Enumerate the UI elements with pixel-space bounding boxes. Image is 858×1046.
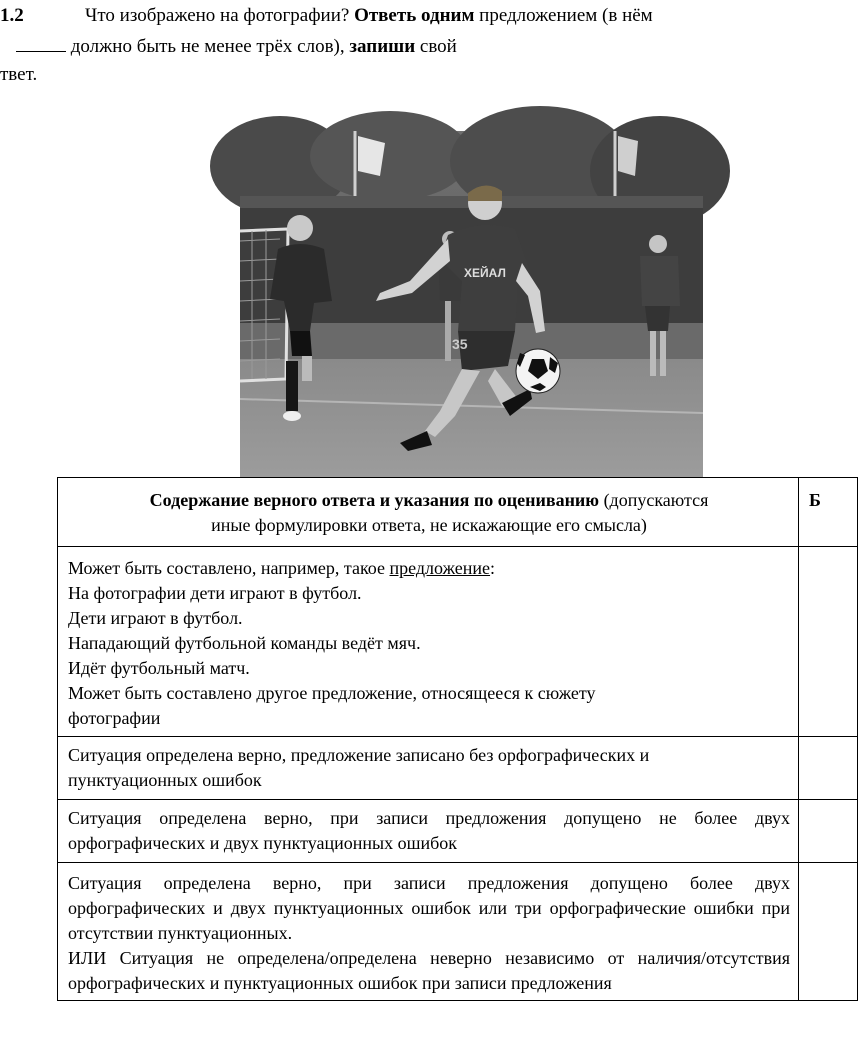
header-points-cell: Б xyxy=(799,478,858,547)
header-cell xyxy=(58,478,799,547)
table-row xyxy=(58,800,858,863)
points-cell xyxy=(799,800,858,863)
criterion-text-1: Ситуация определена верно, при записи предложения допущено более двух орфографических и двух пунктуационных ошибок или три орфографические ошибки при отсутствии пунктуационных. xyxy=(68,873,790,943)
question-text-2a: должно быть не менее трёх слов), xyxy=(66,36,350,57)
example-intro xyxy=(68,556,790,581)
example-cell xyxy=(58,547,799,737)
example-intro-colon: : xyxy=(490,558,496,578)
criterion-text-2: ИЛИ Ситуация не определена/определена неверно независимо от наличия/отсутствия орфографических и пунктуационных ошибок при записи предложения xyxy=(68,948,790,993)
question-text-2b: свой xyxy=(415,36,457,57)
jersey-text: ХЕЙАЛ xyxy=(464,266,506,280)
question-bold-write: запиши xyxy=(349,36,416,57)
table-row xyxy=(58,547,858,737)
header-rest-2: иные формулировки ответа, не искажающие его смысла) xyxy=(211,515,647,535)
example-intro-underlined: предложение xyxy=(389,558,491,578)
question-line-1 xyxy=(85,4,653,28)
criterion-cell xyxy=(58,863,799,1001)
example-line: Может быть составлено другое предложение, относящееся к сюжету xyxy=(68,683,596,703)
example-line: Дети играют в футбол. xyxy=(68,608,243,628)
header-rest-1: (допускаются xyxy=(599,490,709,510)
assessment-table xyxy=(57,477,858,1001)
points-cell xyxy=(799,737,858,800)
example-line: Нападающий футбольной команды ведёт мяч. xyxy=(68,633,421,653)
shorts-number: 35 xyxy=(452,336,468,352)
example-intro-text: Может быть составлено, например, такое xyxy=(68,558,390,578)
example-line: На фотографии дети играют в футбол. xyxy=(68,583,362,603)
points-cell xyxy=(799,547,858,737)
question-text-1a: Что изображено на фотографии? xyxy=(85,5,355,26)
points-cell xyxy=(799,863,858,1001)
question-line-2 xyxy=(16,33,457,59)
table-row xyxy=(58,863,858,1001)
example-line: фотографии xyxy=(68,708,161,728)
answer-blank xyxy=(16,33,66,52)
criterion-cell: Ситуация определена верно, при записи предложения допущено не более двух орфографических и двух пунктуационных ошибок xyxy=(58,800,799,863)
example-line: Идёт футбольный матч. xyxy=(68,658,250,678)
header-bold-text: Содержание верного ответа и указания по оцениванию xyxy=(149,490,600,510)
football-photo xyxy=(240,131,703,478)
question-text-1b: предложением (в нём xyxy=(474,5,653,26)
question-line-3: твет. xyxy=(0,64,38,85)
question-number: 1.2 xyxy=(0,5,24,26)
table-row xyxy=(58,737,858,800)
table-header-row xyxy=(58,478,858,547)
question-bold-answer-one: Ответь одним xyxy=(354,5,475,26)
criterion-cell: Ситуация определена верно, предложение записано без орфографических и пунктуационных ошибок xyxy=(58,737,799,800)
